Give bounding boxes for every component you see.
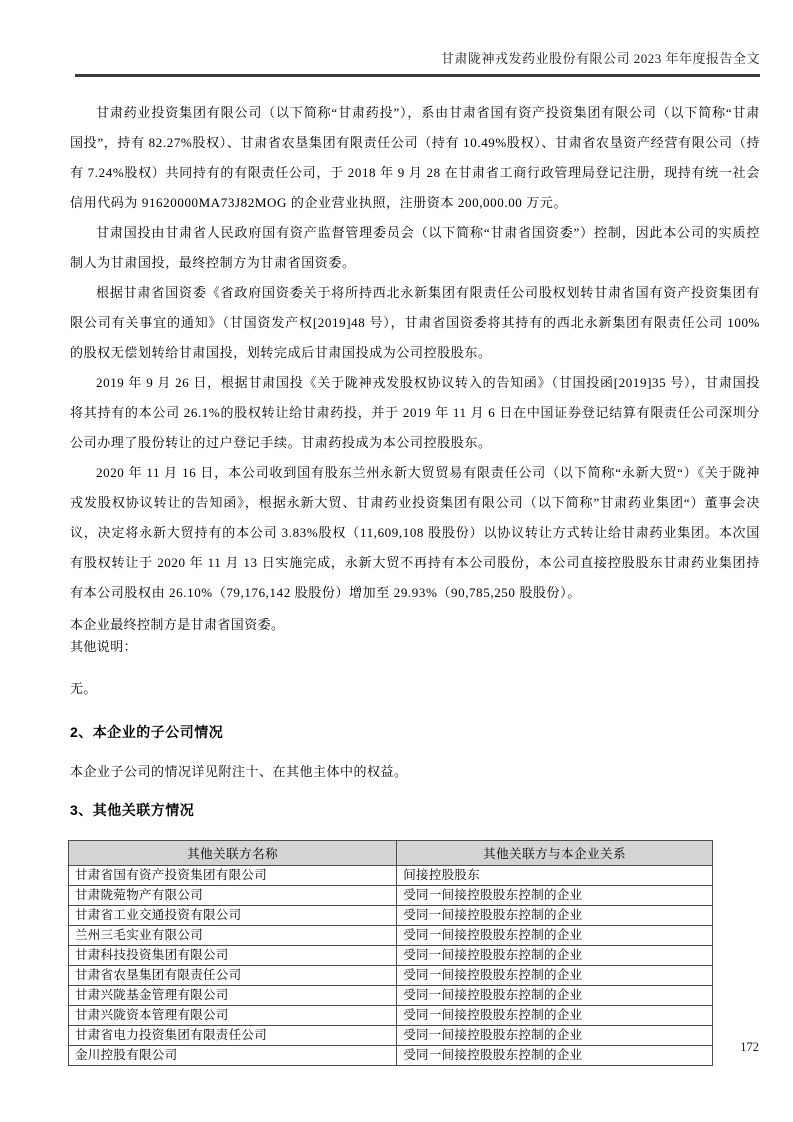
section-heading-related-parties: 3、其他关联方情况 xyxy=(70,802,195,818)
paragraph-control-structure: 甘肃国投由甘肃省人民政府国有资产监督管理委员会（以下简称“甘肃省国资委”）控制，因此本公司的实质控制人为甘肃国投，最终控制方为甘肃省国资委。 xyxy=(70,225,760,270)
table-head xyxy=(69,841,713,866)
table-row xyxy=(69,946,713,966)
table-cell: 金川控股有限公司 xyxy=(69,1046,397,1066)
table-header-relation: 其他关联方与本企业关系 xyxy=(397,841,713,866)
table-cell: 受同一间接控股股东控制的企业 xyxy=(397,886,713,906)
table-cell: 受同一间接控股股东控制的企业 xyxy=(397,946,713,966)
table-row xyxy=(69,1006,713,1026)
table-header-row xyxy=(69,841,713,866)
table-cell: 甘肃省工业交通投资有限公司 xyxy=(69,906,397,926)
table-cell: 间接控股股东 xyxy=(397,866,713,886)
main-content xyxy=(70,98,760,1066)
table-cell: 甘肃省国有资产投资集团有限公司 xyxy=(69,866,397,886)
none-note: 无。 xyxy=(70,681,97,696)
table-row xyxy=(69,926,713,946)
paragraph-2019-transfer: 2019 年 9 月 26 日，根据甘肃国投《关于陇神戎发股权协议转入的告知函》（甘国投函[2019]35 号），甘肃国投将其持有的本公司 26.1%的股权转让给甘肃药投，并于 2019 年 11 月 6 日在中国证券登记结算有限责任公司深圳分公司办理了股份转让的过户登记手续。甘肃药投成为本公司控股股东。 xyxy=(70,375,760,450)
table-cell: 受同一间接控股股东控制的企业 xyxy=(397,1006,713,1026)
subsidiaries-body: 本企业子公司的情况详见附注十、在其他主体中的权益。 xyxy=(70,764,408,779)
table-row xyxy=(69,966,713,986)
table-row xyxy=(69,1026,713,1046)
table-header-name: 其他关联方名称 xyxy=(69,841,397,866)
table-cell: 甘肃省电力投资集团有限责任公司 xyxy=(69,1026,397,1046)
table-row xyxy=(69,1046,713,1066)
table-row xyxy=(69,986,713,1006)
page-number: 172 xyxy=(740,1040,759,1054)
table-cell: 受同一间接控股股东控制的企业 xyxy=(397,906,713,926)
table-cell: 甘肃省农垦集团有限责任公司 xyxy=(69,966,397,986)
table-row xyxy=(69,886,713,906)
table-cell: 甘肃科技投资集团有限公司 xyxy=(69,946,397,966)
other-notes-label: 其他说明： xyxy=(70,639,138,654)
table-cell: 甘肃兴陇资本管理有限公司 xyxy=(69,1006,397,1026)
table-cell: 受同一间接控股股东控制的企业 xyxy=(397,926,713,946)
table-cell: 受同一间接控股股东控制的企业 xyxy=(397,986,713,1006)
table-body xyxy=(69,866,713,1066)
related-parties-table xyxy=(68,840,713,1066)
paragraph-2020-transfer: 2020 年 11 月 16 日，本公司收到国有股东兰州永新大贸贸易有限责任公司（以下简称“永新大贸“）《关于陇神戎发股权协议转让的告知函》，根据永新大贸、甘肃药业投资集团有限公司（以下简称”甘肃药业集团“）董事会决议，决定将永新大贸持有的本公司 3.83%股权（11,609,108 股股份）以协议转让方式转让给甘肃药业集团。本次国有股权转让于 2020 年 11 月 13 日实施完成，永新大贸不再持有本公司股份，本公司直接控股股东甘肃药业集团持有本公司股权由 26.10%（79,176,142 股股份）增加至 29.93%（90,785,250 股股份）。 xyxy=(70,465,760,600)
report-title: 甘肃陇神戎发药业股份有限公司 2023 年年度报告全文 xyxy=(440,51,760,66)
table-cell: 受同一间接控股股东控制的企业 xyxy=(397,1026,713,1046)
table-cell: 甘肃兴陇基金管理有限公司 xyxy=(69,986,397,1006)
table-cell: 甘肃陇菀物产有限公司 xyxy=(69,886,397,906)
final-controller-note: 本企业最终控制方是甘肃省国资委。 xyxy=(70,617,285,632)
table-cell: 受同一间接控股股东控制的企业 xyxy=(397,966,713,986)
paragraph-equity-transfer-notice: 根据甘肃省国资委《省政府国资委关于将所持西北永新集团有限责任公司股权划转甘肃省国有资产投资集团有限公司有关事宜的通知》（甘国资发产权[2019]48 号），甘肃省国资委将其持有的西北永新集团有限责任公司 100%的股权无偿划转给甘肃国投，划转完成后甘肃国投成为公司控股股东。 xyxy=(70,285,760,360)
table-cell: 受同一间接控股股东控制的企业 xyxy=(397,1046,713,1066)
page-header xyxy=(75,48,760,77)
table-cell: 兰州三毛实业有限公司 xyxy=(69,926,397,946)
section-heading-subsidiaries: 2、本企业的子公司情况 xyxy=(70,724,224,740)
table-row xyxy=(69,906,713,926)
paragraph-company-formation: 甘肃药业投资集团有限公司（以下简称“甘肃药投”），系由甘肃省国有资产投资集团有限公司（以下简称“甘肃国投”，持有 82.27%股权）、甘肃省农垦集团有限责任公司（持有 10.49%股权）、甘肃省农垦资产经营有限公司（持有 7.24%股权）共同持有的有限责任公司，于 2018 年 9 月 28 在甘肃省工商行政管理局登记注册，现持有统一社会信用代码为 91620000MA73J82MOG 的企业营业执照，注册资本 200,000.00 万元。 xyxy=(70,105,760,210)
table-row xyxy=(69,866,713,886)
